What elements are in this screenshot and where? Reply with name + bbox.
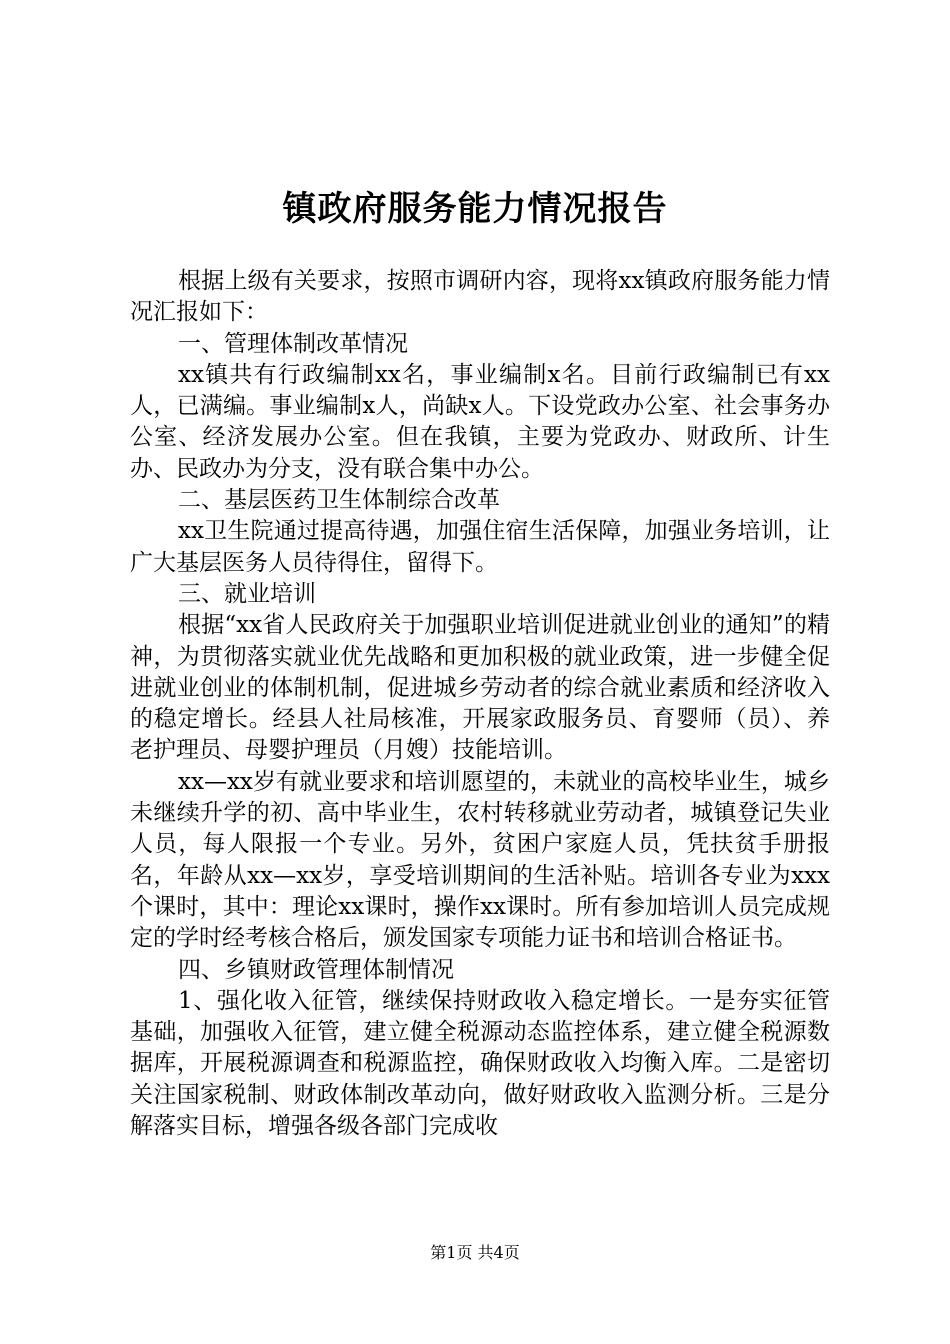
paragraph: xx—xx岁有就业要求和培训愿望的，未就业的高校毕业生，城乡未继续升学的初、高中毕业生，农村转移就业劳动者，城镇登记失业人员，每人限报一个专业。另外，贫困户家庭人员，凭扶贫手册报名，年龄从xx—xx岁，享受培训期间的生活补贴。培训各专业为xxx个课时，其中：理论xx课时，操作xx课时。所有参加培训人员完成规定的学时经考核合格后，颁发国家专项能力证书和培训合格证书。 — [130, 768, 830, 952]
paragraph: 根据“xx省人民政府关于加强职业培训促进就业创业的通知”的精神，为贯彻落实就业优先战略和更加积极的就业政策，进一步健全促进就业创业的体制机制，促进城乡劳动者的综合就业素质和经济收入的稳定增长。经县人社局核准，开展家政服务员、育婴师（员）、养老护理员、母婴护理员（月嫂）技能培训。 — [130, 612, 830, 764]
document-body — [130, 266, 830, 1142]
paragraph: xx卫生院通过提高待遇，加强住宿生活保障，加强业务培训，让广大基层医务人员待得住，留得下。 — [130, 518, 830, 576]
section-heading-3: 三、就业培训 — [178, 580, 316, 607]
paragraph: xx镇共有行政编制xx名，事业编制x名。目前行政编制已有xx人，已满编。事业编制x人，尚缺x人。下设党政办公室、社会事务办公室、经济发展办公室。但在我镇，主要为党政办、财政所、计生办、民政办为分支，没有联合集中办公。 — [130, 361, 830, 482]
section-heading-4: 四、乡镇财政管理体制情况 — [178, 956, 454, 983]
section-heading-1: 一、管理体制改革情况 — [178, 330, 408, 357]
paragraph: 1、强化收入征管，继续保持财政收入稳定增长。一是夯实征管基础，加强收入征管，建立健全税源动态监控体系，建立健全税源数据库，开展税源调查和税源监控，确保财政收入均衡入库。二是密切关注国家税制、财政体制改革动向，做好财政收入监测分析。三是分解落实目标，增强各级各部门完成收 — [130, 987, 830, 1140]
page-footer: 第1页 共4页 — [430, 1243, 520, 1262]
paragraph-intro: 根据上级有关要求，按照市调研内容，现将xx镇政府服务能力情况汇报如下： — [130, 268, 830, 326]
section-heading-2: 二、基层医药卫生体制综合改革 — [178, 487, 500, 514]
document-title: 镇政府服务能力情况报告 — [282, 189, 668, 229]
